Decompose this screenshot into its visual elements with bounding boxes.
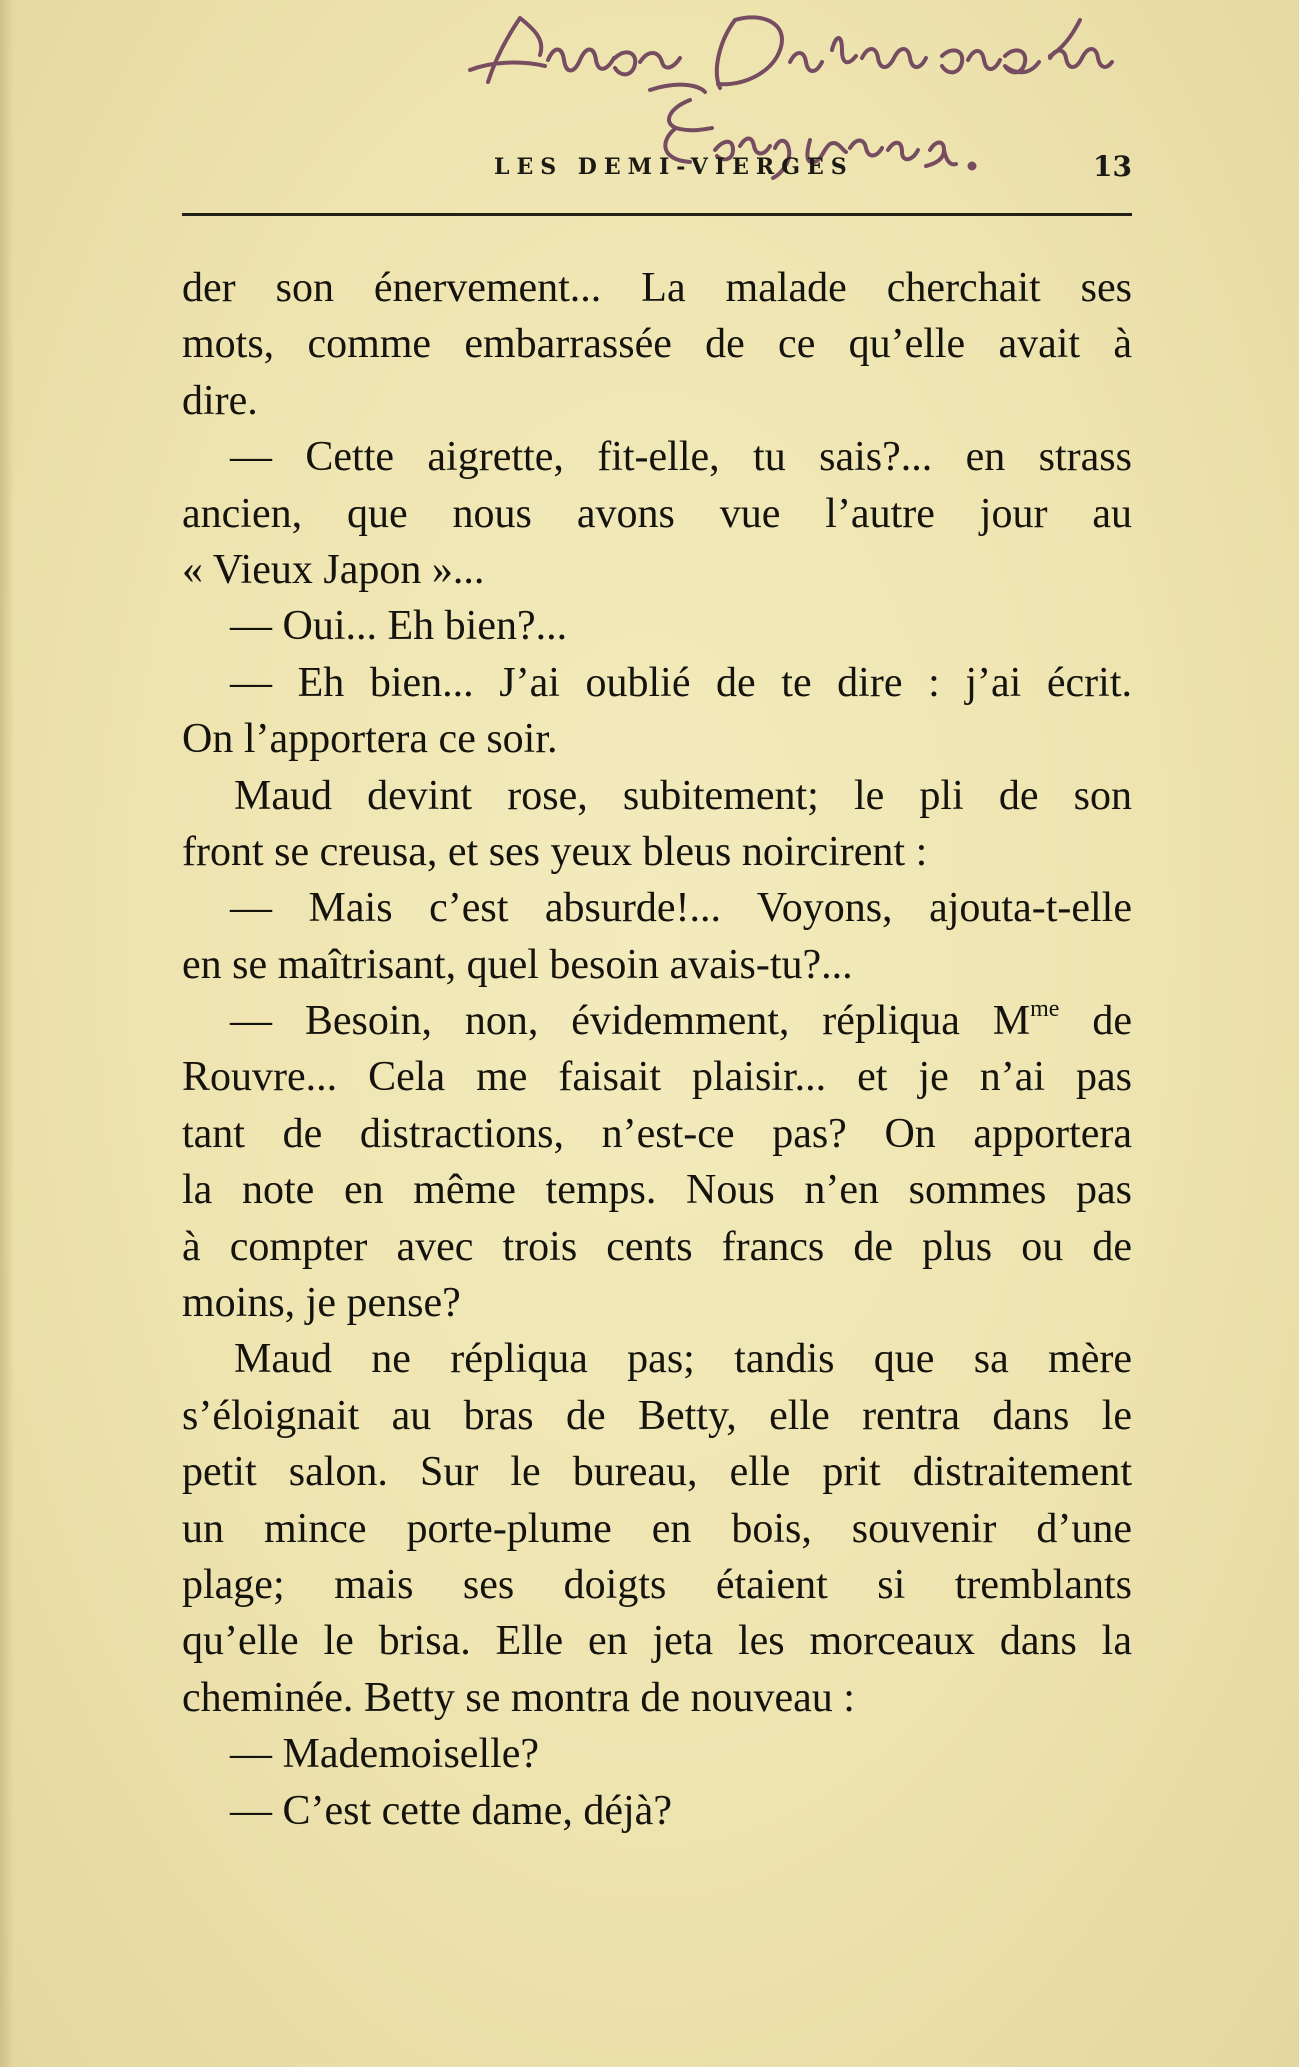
text-line: la note en même temps. Nous n’en sommes pas bbox=[182, 1167, 1132, 1214]
text-line: — Oui... Eh bien?... bbox=[230, 603, 568, 650]
text-line: Maud ne répliqua pas; tandis que sa mère bbox=[234, 1336, 1132, 1383]
text-line: — Cette aigrette, fit-elle, tu sais?... en strass bbox=[230, 434, 1132, 481]
text-line: tant de distractions, n’est-ce pas? On apportera bbox=[182, 1110, 1132, 1157]
text-line-mme bbox=[182, 993, 1132, 1049]
text-line: « Vieux Japon »... bbox=[182, 546, 485, 593]
text-line: un mince porte-plume en bois, souvenir d’une bbox=[182, 1505, 1132, 1552]
text-line: dire. bbox=[182, 377, 258, 424]
text-line: mots, comme embarrassée de ce qu’elle avait à bbox=[182, 321, 1132, 368]
text-line: moins, je pense? bbox=[182, 1280, 461, 1327]
text-line: — C’est cette dame, déjà? bbox=[230, 1787, 672, 1834]
text-line: à compter avec trois cents francs de plus ou de bbox=[182, 1223, 1132, 1270]
text-line: Rouvre... Cela me faisait plaisir... et je n’ai pas bbox=[182, 1054, 1132, 1101]
text-line: front se creusa, et ses yeux bleus noircirent : bbox=[182, 828, 928, 875]
mme-superscript: me bbox=[1030, 996, 1060, 1023]
text-line: cheminée. Betty se montra de nouveau : bbox=[182, 1674, 855, 1721]
page-number: 13 bbox=[1093, 150, 1132, 183]
text-line: — Mais c’est absurde!... Voyons, ajouta-t-elle bbox=[230, 885, 1132, 932]
text-line: On l’apportera ce soir. bbox=[182, 716, 558, 763]
header-rule bbox=[182, 213, 1132, 216]
text-line: s’éloignait au bras de Betty, elle rentra dans le bbox=[182, 1392, 1132, 1439]
text-line-end: de bbox=[1059, 998, 1132, 1045]
running-title: LES DEMI-VIERGES bbox=[494, 154, 854, 180]
text-line: der son énervement... La malade cherchait ses bbox=[182, 265, 1132, 311]
text-line-start: — Besoin, non, évidemment, répliqua M bbox=[230, 998, 1031, 1045]
body-text bbox=[182, 260, 1132, 1839]
text-line: plage; mais ses doigts étaient si tremblants bbox=[182, 1561, 1132, 1608]
page-gutter-shadow bbox=[0, 0, 14, 2067]
text-line: en se maîtrisant, quel besoin avais-tu?... bbox=[182, 941, 853, 988]
running-head bbox=[182, 150, 1132, 190]
text-line: — Mademoiselle? bbox=[230, 1731, 540, 1778]
text-line: petit salon. Sur le bureau, elle prit distraitement bbox=[182, 1449, 1132, 1496]
text-line: ancien, que nous avons vue l’autre jour au bbox=[182, 490, 1132, 537]
text-line: Maud devint rose, subitement; le pli de son bbox=[234, 772, 1132, 819]
text-line: qu’elle le brisa. Elle en jeta les morceaux dans la bbox=[182, 1618, 1132, 1665]
text-line: — Eh bien... J’ai oublié de te dire : j’ai écrit. bbox=[230, 659, 1132, 706]
